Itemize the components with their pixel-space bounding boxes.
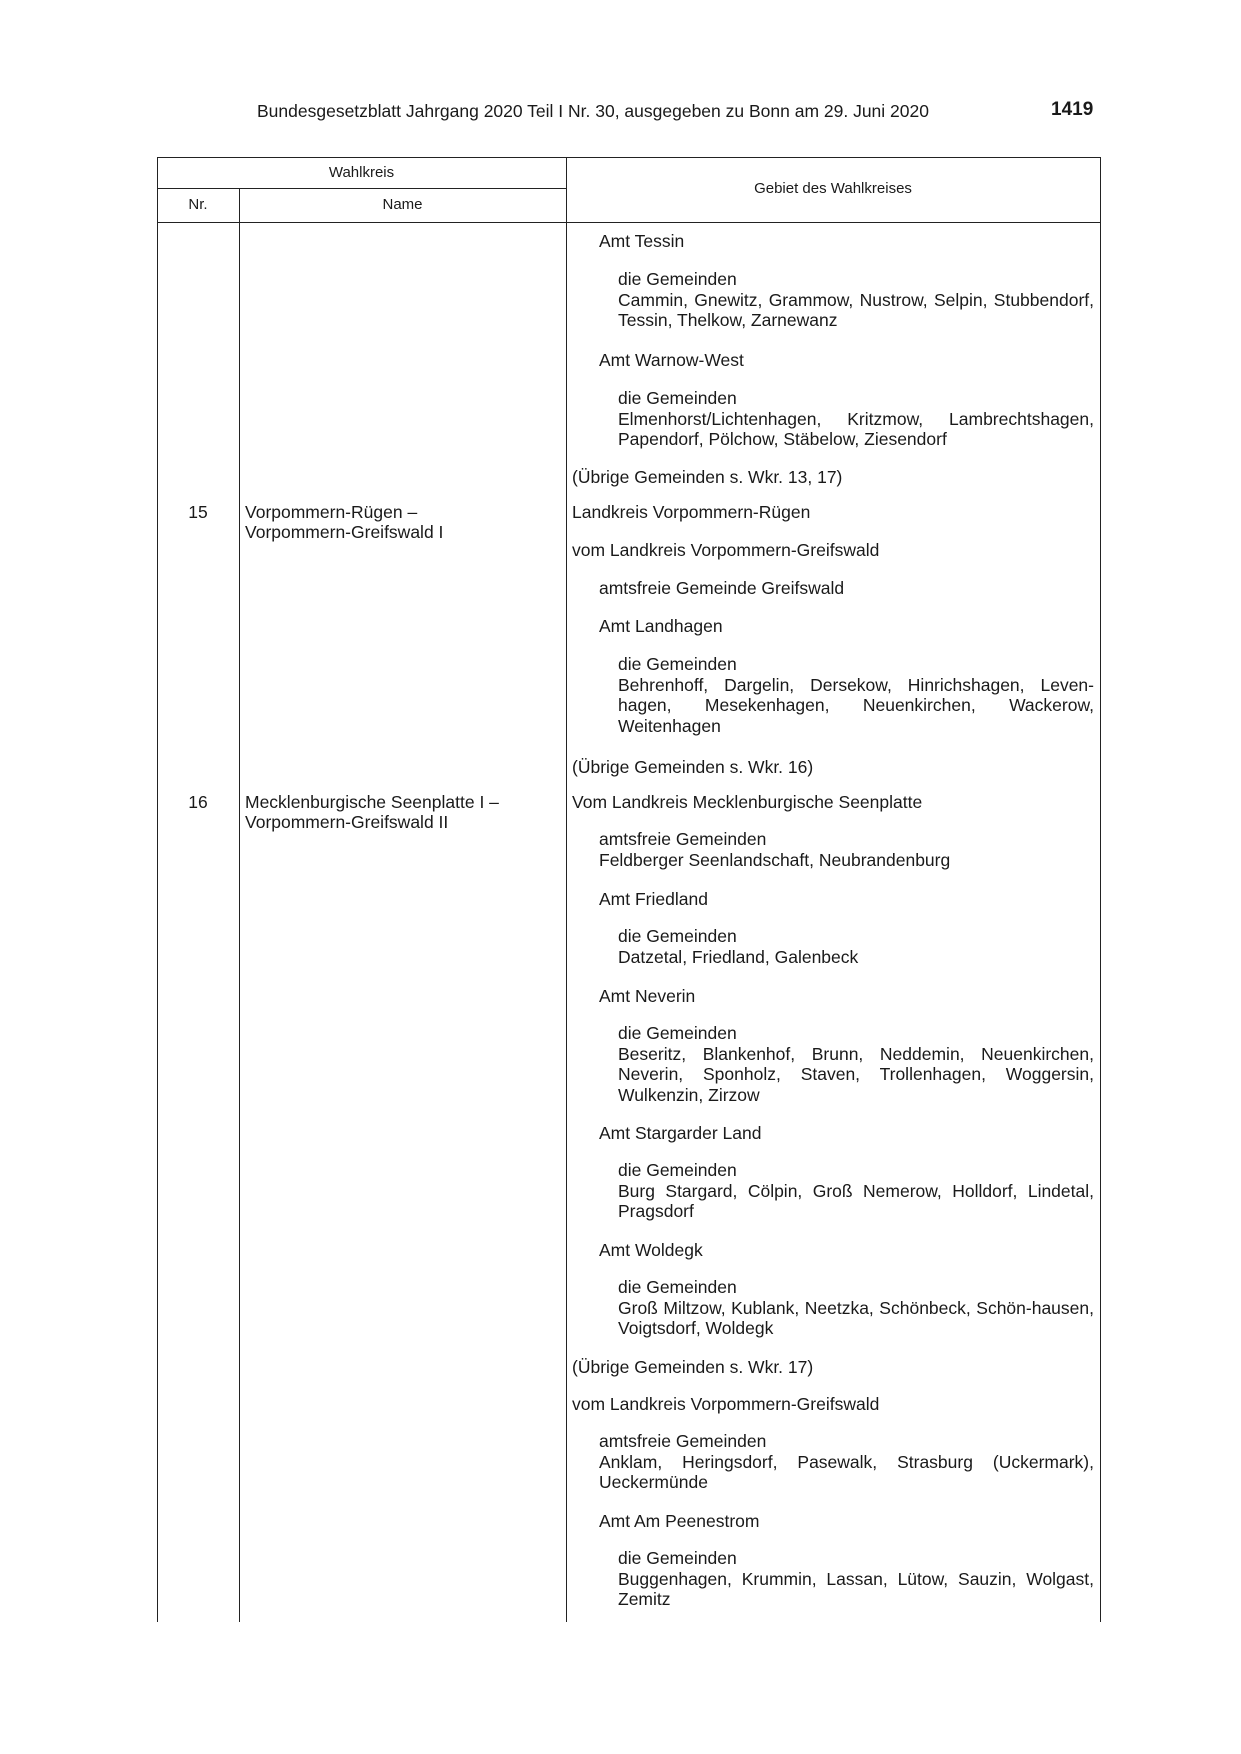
gemeinden-title: die Gemeinden bbox=[618, 654, 737, 674]
table-name-rule bbox=[566, 157, 567, 1622]
gebiet-note: (Übrige Gemeinden s. Wkr. 17) bbox=[572, 1357, 814, 1377]
gebiet-amt: Amt Stargarder Land bbox=[599, 1123, 762, 1143]
column-header-nr: Nr. bbox=[188, 196, 208, 213]
gemeinden-list: Feldberger Seenlandschaft, Neubrandenburg bbox=[599, 849, 951, 870]
page-number: 1419 bbox=[1051, 99, 1094, 120]
gebiet-landkreis: vom Landkreis Vorpommern-Greifswald bbox=[572, 540, 880, 560]
gebiet-amtsfreie-gemeinden bbox=[599, 829, 1094, 870]
electoral-district-table bbox=[157, 157, 1101, 1622]
table-top-rule bbox=[157, 157, 1101, 158]
gebiet-landkreis: vom Landkreis Vorpommern-Greifswald bbox=[572, 1394, 880, 1414]
district-name-line: Vorpommern-Greifswald I bbox=[245, 522, 444, 542]
gemeinden-title: die Gemeinden bbox=[618, 388, 737, 408]
district-number: 15 bbox=[188, 502, 208, 522]
gemeinden-title: die Gemeinden bbox=[618, 1023, 737, 1043]
district-name bbox=[245, 792, 565, 832]
gebiet-gemeinden bbox=[618, 1023, 1094, 1105]
gemeinden-title: die Gemeinden bbox=[618, 1277, 737, 1297]
gebiet-gemeinden bbox=[618, 388, 1094, 450]
gebiet-amtsfreie-gemeinden bbox=[599, 1431, 1094, 1493]
gebiet-amt: Amt Warnow-West bbox=[599, 350, 744, 370]
gemeinden-title: amtsfreie Gemeinden bbox=[599, 1431, 767, 1451]
district-name-line: Vorpommern-Greifswald II bbox=[245, 812, 449, 832]
gebiet-landkreis: Landkreis Vorpommern-Rügen bbox=[572, 502, 811, 522]
district-name-line: Vorpommern-Rügen – bbox=[245, 502, 418, 522]
column-header-name: Name bbox=[382, 196, 423, 213]
gemeinden-list: Cammin, Gnewitz, Grammow, Nustrow, Selpin, Stubbendorf, Tessin, Thelkow, Zarnewanz bbox=[618, 289, 1094, 330]
gemeinden-list: Buggenhagen, Krummin, Lassan, Lütow, Sauzin, Wolgast, Zemitz bbox=[618, 1568, 1094, 1609]
gebiet-amt: Amt Friedland bbox=[599, 889, 708, 909]
column-header-wahlkreis: Wahlkreis bbox=[328, 164, 395, 181]
district-number: 16 bbox=[188, 792, 208, 812]
gemeinden-title: amtsfreie Gemeinden bbox=[599, 829, 767, 849]
gebiet-amt: Amt Neverin bbox=[599, 986, 696, 1006]
gemeinden-list: Elmenhorst/Lichtenhagen, Kritzmow, Lambrechtshagen, Papendorf, Pölchow, Stäbelow, Ziesendorf bbox=[618, 408, 1094, 449]
gemeinden-list: Behrenhoff, Dargelin, Dersekow, Hinrichshagen, Leven-hagen, Mesekenhagen, Neuenkirchen, Wackerow, Weitenhagen bbox=[618, 674, 1094, 736]
table-right-rule bbox=[1100, 157, 1101, 1622]
gebiet-gemeinden bbox=[618, 1277, 1094, 1339]
district-name-line: Mecklenburgische Seenplatte I – bbox=[245, 792, 499, 812]
gemeinden-title: die Gemeinden bbox=[618, 1160, 737, 1180]
table-subheader-rule bbox=[157, 188, 566, 189]
gebiet-gemeinden bbox=[618, 269, 1094, 331]
gemeinden-title: die Gemeinden bbox=[618, 269, 737, 289]
gebiet-amt: Amt Woldegk bbox=[599, 1240, 703, 1260]
gebiet-note: (Übrige Gemeinden s. Wkr. 16) bbox=[572, 757, 814, 777]
gebiet-amt: Amt Tessin bbox=[599, 231, 685, 251]
gebiet-gemeinden bbox=[618, 654, 1094, 736]
gemeinden-list: Burg Stargard, Cölpin, Groß Nemerow, Holldorf, Lindetal, Pragsdorf bbox=[618, 1180, 1094, 1221]
gemeinden-list: Datzetal, Friedland, Galenbeck bbox=[618, 946, 859, 967]
table-header-bottom-rule bbox=[157, 222, 1101, 223]
gebiet-gemeinden bbox=[618, 1548, 1094, 1610]
gebiet-amtsfreie-gemeinde: amtsfreie Gemeinde Greifswald bbox=[599, 578, 845, 598]
gebiet-amt: Amt Landhagen bbox=[599, 616, 723, 636]
gebiet-gemeinden bbox=[618, 926, 1094, 967]
gebiet-landkreis: Vom Landkreis Mecklenburgische Seenplatte bbox=[572, 792, 923, 812]
gemeinden-title: die Gemeinden bbox=[618, 926, 737, 946]
gemeinden-title: die Gemeinden bbox=[618, 1548, 737, 1568]
table-left-rule bbox=[157, 157, 158, 1622]
table-nr-rule bbox=[239, 188, 240, 1622]
gemeinden-list: Anklam, Heringsdorf, Pasewalk, Strasburg (Uckermark), Ueckermünde bbox=[599, 1451, 1094, 1492]
gebiet-gemeinden bbox=[618, 1160, 1094, 1222]
gebiet-amt: Amt Am Peenestrom bbox=[599, 1511, 760, 1531]
running-header: Bundesgesetzblatt Jahrgang 2020 Teil I Nr. 30, ausgegeben zu Bonn am 29. Juni 2020 bbox=[257, 101, 929, 121]
gemeinden-list: Groß Miltzow, Kublank, Neetzka, Schönbeck, Schön-hausen, Voigtsdorf, Woldegk bbox=[618, 1297, 1094, 1338]
gemeinden-list: Beseritz, Blankenhof, Brunn, Neddemin, Neuenkirchen, Neverin, Sponholz, Staven, Trollenhagen, Woggersin, Wulkenzin, Zirzow bbox=[618, 1043, 1094, 1105]
district-name bbox=[245, 502, 565, 542]
gebiet-note: (Übrige Gemeinden s. Wkr. 13, 17) bbox=[572, 467, 843, 487]
column-header-gebiet: Gebiet des Wahlkreises bbox=[754, 180, 912, 197]
